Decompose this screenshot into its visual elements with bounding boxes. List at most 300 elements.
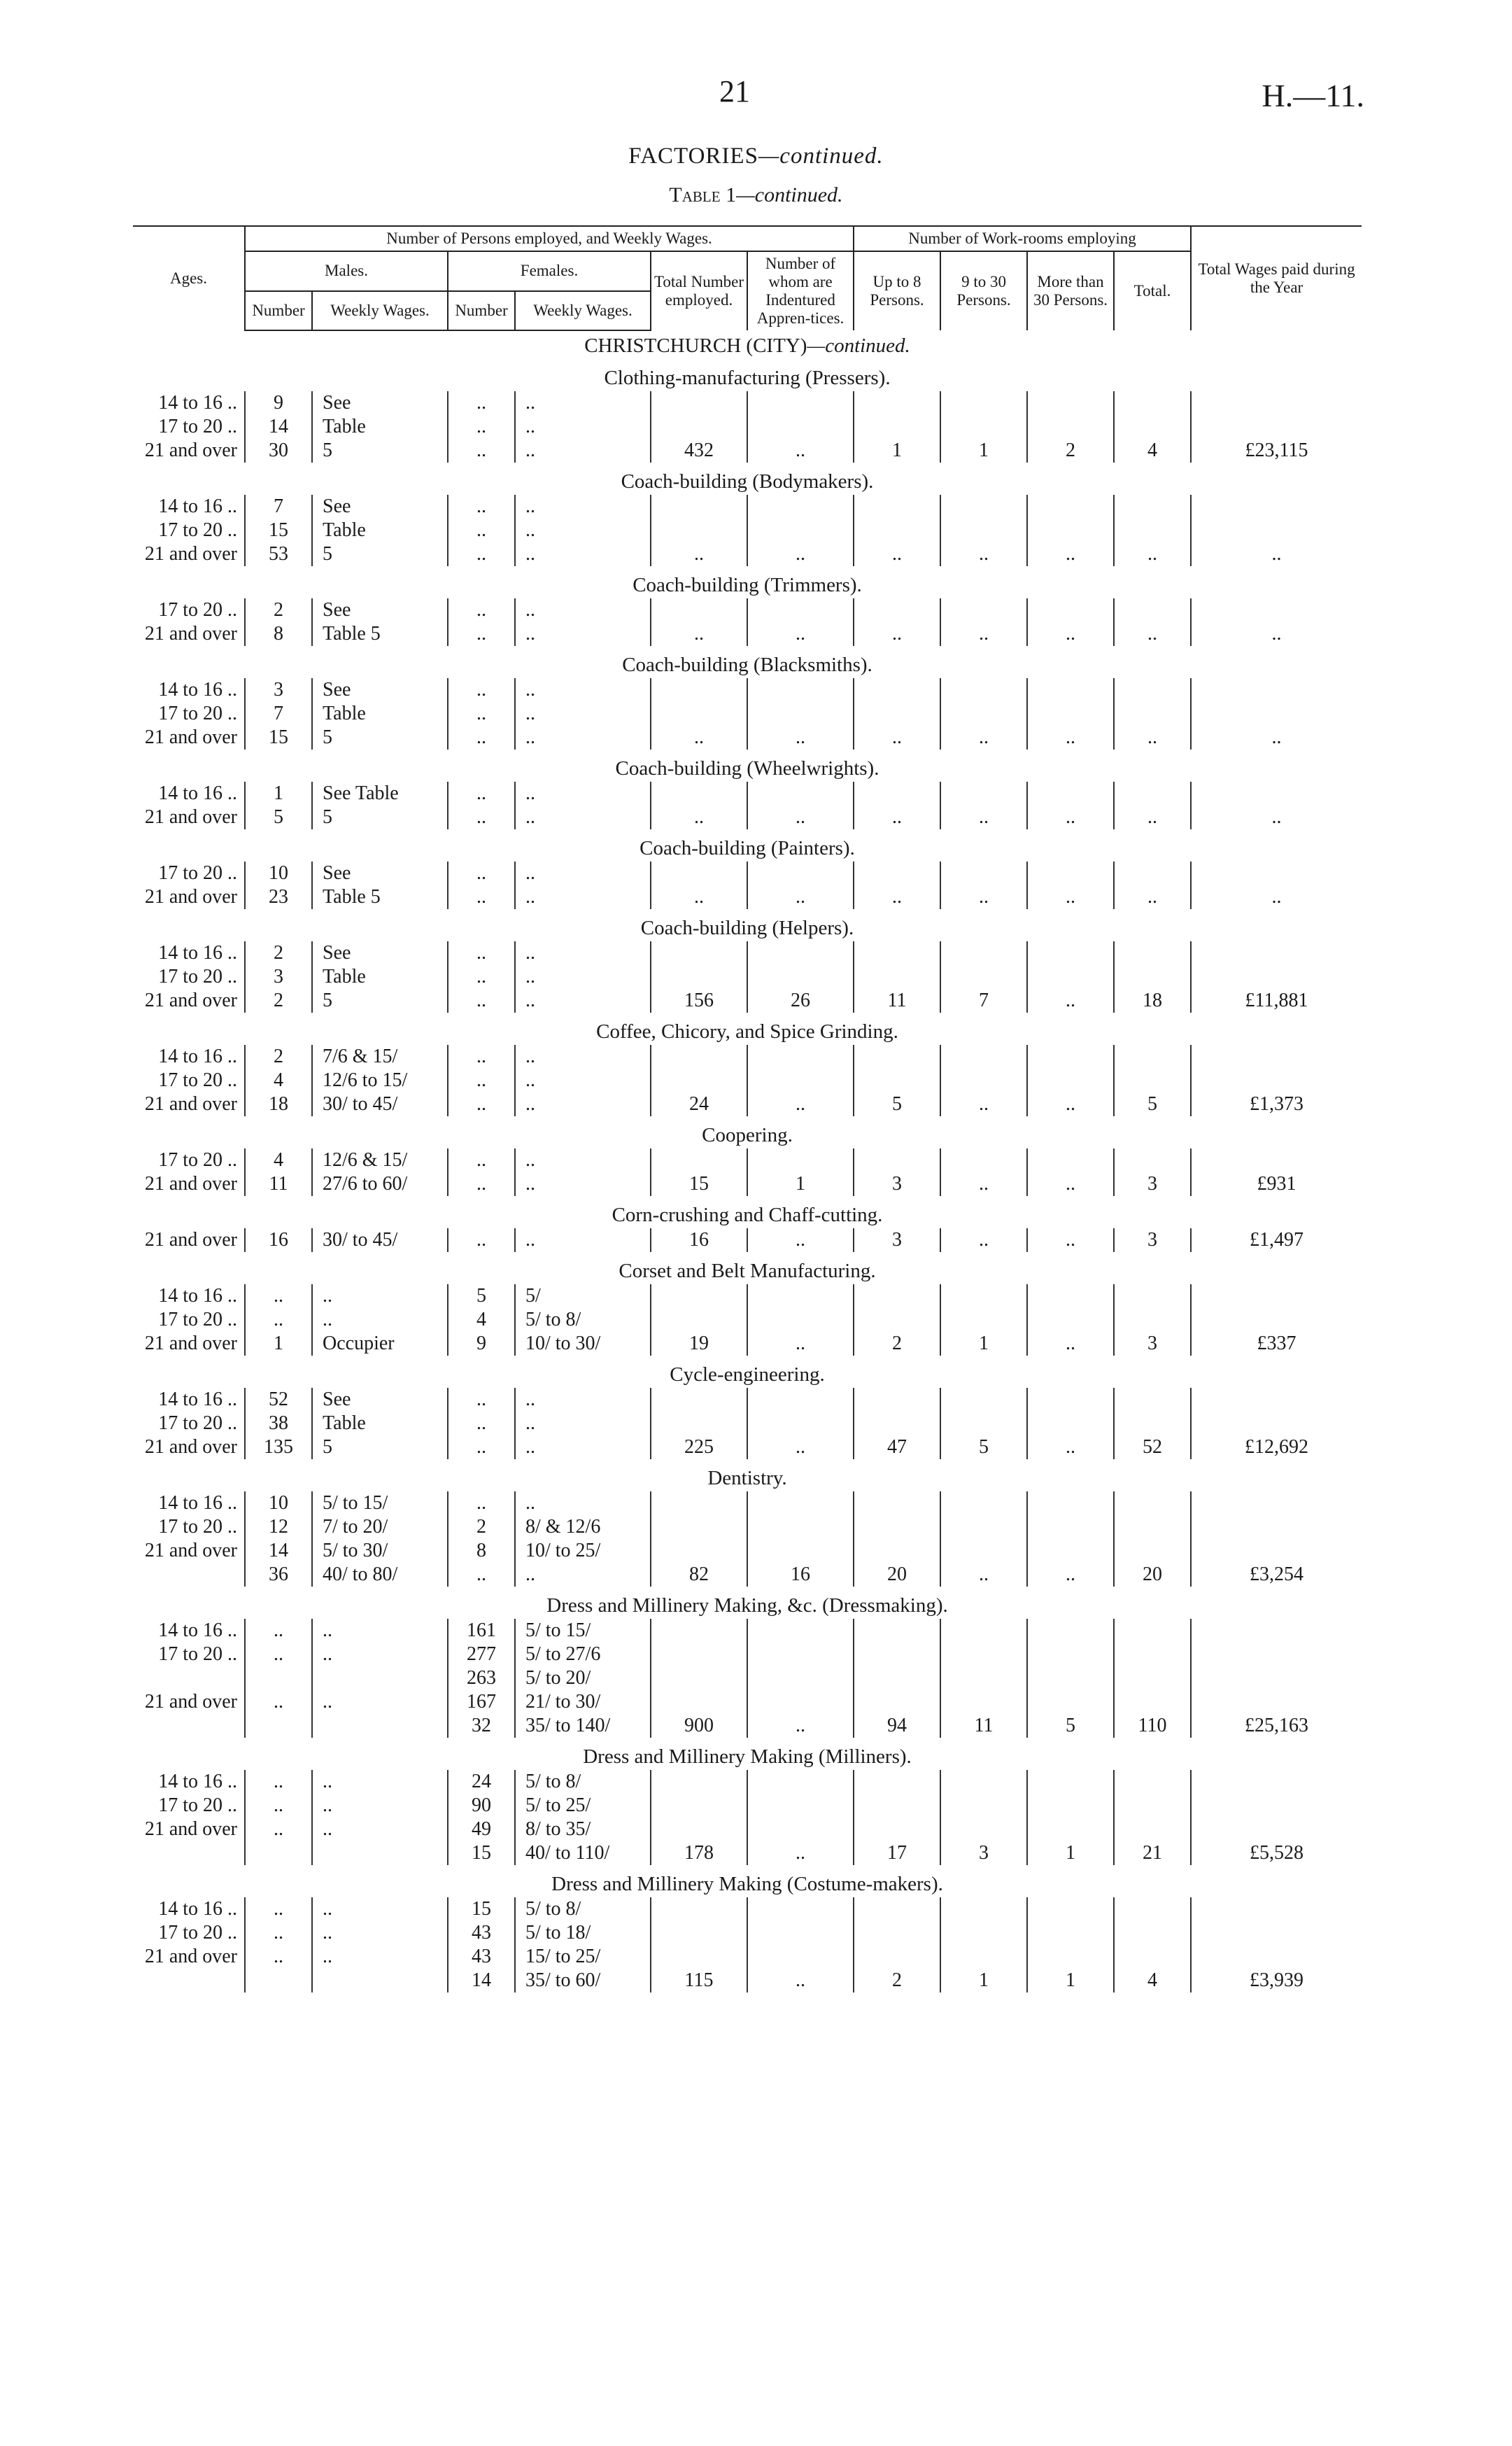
cell-workrooms-total: 4 [1114, 439, 1191, 463]
cell-males-wages: 5 [312, 1435, 448, 1459]
cell-total-wages [1191, 1921, 1362, 1945]
cell-males-wages: 5/ to 30/ [312, 1539, 448, 1563]
cell-9-to-30 [940, 1666, 1027, 1690]
table-row [133, 1563, 1362, 1587]
cell-females-wages: 5/ to 15/ [515, 1619, 651, 1643]
cell-up-to-8 [854, 1666, 940, 1690]
table-row [133, 1897, 1362, 1921]
cell-indentured: .. [747, 1841, 854, 1865]
cell-indentured [747, 1148, 854, 1172]
cell-up-to-8 [854, 678, 940, 702]
cell-females-number: 167 [448, 1690, 515, 1714]
section-heading-row [133, 1252, 1362, 1284]
cell-total-employed [651, 1412, 747, 1435]
cell-males-wages: 7/ to 20/ [312, 1515, 448, 1539]
cell-workrooms-total [1114, 782, 1191, 806]
cell-females-number: 49 [448, 1818, 515, 1841]
cell-males-number: 2 [245, 989, 312, 1013]
cell-workrooms-total: 18 [1114, 989, 1191, 1013]
cell-females-wages: 10/ to 25/ [515, 1539, 651, 1563]
cell-total-employed [651, 391, 747, 415]
cell-age: 21 and over [144, 1818, 237, 1840]
cell-up-to-8 [854, 415, 940, 439]
cell-age: 21 and over [144, 1173, 237, 1195]
col-9-to-30: 9 to 30 Persons. [940, 251, 1027, 330]
cell-males-number: .. [245, 1897, 312, 1921]
cell-up-to-8 [854, 1045, 940, 1069]
cell-females-number: .. [448, 439, 515, 463]
cell-total-wages: .. [1191, 622, 1362, 646]
cell-workrooms-total: .. [1114, 806, 1191, 829]
cell-males-wages: 30/ to 45/ [312, 1092, 448, 1116]
cell-workrooms-total: 4 [1114, 1969, 1191, 1992]
cell-up-to-8: .. [854, 885, 940, 909]
title-continued: —continued. [758, 143, 884, 169]
col-ages: Ages. [133, 226, 245, 330]
cell-males-number: 15 [245, 519, 312, 542]
cell-females-number: 161 [448, 1619, 515, 1643]
cell-workrooms-total [1114, 1388, 1191, 1412]
cell-total-wages [1191, 598, 1362, 622]
cell-up-to-8 [854, 1284, 940, 1308]
cell-females-wages: .. [515, 862, 651, 885]
table-row [133, 1332, 1362, 1356]
cell-9-to-30: .. [940, 806, 1027, 829]
cell-up-to-8: 5 [854, 1092, 940, 1116]
cell-females-wages: 10/ to 30/ [515, 1332, 651, 1356]
cell-workrooms-total [1114, 391, 1191, 415]
cell-males-wages: .. [312, 1770, 448, 1794]
region-continued: —continued. [807, 335, 910, 357]
cell-age: 17 to 20 .. [158, 1412, 237, 1434]
cell-males-wages: Table 5 [312, 885, 448, 909]
table-row [133, 1921, 1362, 1945]
cell-females-number: 24 [448, 1770, 515, 1794]
cell-indentured: .. [747, 806, 854, 829]
cell-more-than-30 [1027, 1284, 1114, 1308]
cell-workrooms-total: 20 [1114, 1563, 1191, 1587]
cell-up-to-8: 17 [854, 1841, 940, 1865]
table-row [133, 941, 1362, 965]
cell-females-number: .. [448, 862, 515, 885]
cell-males-number: .. [245, 1921, 312, 1945]
cell-females-wages: 5/ to 8/ [515, 1897, 651, 1921]
cell-females-wages: .. [515, 1045, 651, 1069]
cell-9-to-30: 5 [940, 1435, 1027, 1459]
col-total-employed: Total Number employed. [651, 251, 747, 330]
cell-9-to-30: 7 [940, 989, 1027, 1013]
cell-more-than-30 [1027, 1818, 1114, 1841]
col-males-wages: Weekly Wages. [312, 291, 448, 331]
section-title: Coach-building (Trimmers). [633, 574, 862, 596]
cell-males-number: 4 [245, 1069, 312, 1092]
cell-females-number: .. [448, 1412, 515, 1435]
cell-total-employed [651, 965, 747, 989]
cell-more-than-30: .. [1027, 1332, 1114, 1356]
cell-9-to-30 [940, 1897, 1027, 1921]
cell-indentured: .. [747, 726, 854, 750]
cell-age: 17 to 20 .. [158, 519, 237, 541]
cell-up-to-8: 2 [854, 1332, 940, 1356]
cell-total-wages: £1,373 [1191, 1092, 1362, 1116]
cell-females-number: .. [448, 806, 515, 829]
cell-indentured [747, 1770, 854, 1794]
table-row [133, 1045, 1362, 1069]
cell-up-to-8 [854, 1539, 940, 1563]
cell-males-wages: 27/6 to 60/ [312, 1172, 448, 1196]
cell-9-to-30 [940, 1069, 1027, 1092]
cell-total-wages [1191, 1619, 1362, 1643]
cell-total-wages [1191, 1515, 1362, 1539]
cell-9-to-30: 1 [940, 1332, 1027, 1356]
cell-up-to-8 [854, 1619, 940, 1643]
cell-up-to-8: .. [854, 622, 940, 646]
cell-9-to-30 [940, 1770, 1027, 1794]
cell-females-number: .. [448, 1563, 515, 1587]
cell-9-to-30 [940, 415, 1027, 439]
cell-females-number: .. [448, 941, 515, 965]
cell-workrooms-total [1114, 702, 1191, 726]
cell-age: 14 to 16 .. [158, 1285, 237, 1307]
cell-total-wages [1191, 1770, 1362, 1794]
cell-age: 17 to 20 .. [158, 1922, 237, 1944]
cell-indentured [747, 1515, 854, 1539]
cell-age [133, 1666, 245, 1690]
cell-9-to-30 [940, 678, 1027, 702]
cell-total-employed: 156 [651, 989, 747, 1013]
cell-9-to-30 [940, 782, 1027, 806]
cell-indentured [747, 1308, 854, 1332]
cell-total-employed [651, 1045, 747, 1069]
cell-total-employed [651, 1148, 747, 1172]
section-heading-row [133, 1013, 1362, 1045]
cell-age [133, 1714, 245, 1738]
cell-total-employed [651, 1491, 747, 1515]
section-heading-row [133, 1196, 1362, 1228]
cell-indentured [747, 1284, 854, 1308]
cell-more-than-30 [1027, 1666, 1114, 1690]
cell-males-number: 9 [245, 391, 312, 415]
table-row [133, 1412, 1362, 1435]
cell-females-wages: .. [515, 1563, 651, 1587]
cell-workrooms-total: 21 [1114, 1841, 1191, 1865]
cell-males-number: 8 [245, 622, 312, 646]
section-title: Dentistry. [707, 1467, 787, 1489]
cell-total-wages [1191, 1539, 1362, 1563]
cell-up-to-8 [854, 1148, 940, 1172]
cell-9-to-30: 11 [940, 1714, 1027, 1738]
cell-indentured [747, 1491, 854, 1515]
cell-males-wages: Table [312, 415, 448, 439]
cell-indentured: 1 [747, 1172, 854, 1196]
cell-females-number: .. [448, 598, 515, 622]
cell-total-employed: .. [651, 622, 747, 646]
cell-age: 21 and over [144, 440, 237, 461]
cell-more-than-30: .. [1027, 622, 1114, 646]
cell-total-wages [1191, 678, 1362, 702]
cell-females-number: .. [448, 678, 515, 702]
cell-up-to-8 [854, 1690, 940, 1714]
cell-females-number: 15 [448, 1841, 515, 1865]
cell-males-wages: 12/6 & 15/ [312, 1148, 448, 1172]
cell-age: 17 to 20 .. [158, 703, 237, 724]
cell-9-to-30 [940, 1539, 1027, 1563]
section-heading-row [133, 1587, 1362, 1619]
cell-workrooms-total: 110 [1114, 1714, 1191, 1738]
cell-total-employed [651, 1794, 747, 1818]
cell-workrooms-total [1114, 1539, 1191, 1563]
cell-total-wages [1191, 1491, 1362, 1515]
cell-males-wages: .. [312, 1690, 448, 1714]
cell-indentured [747, 1619, 854, 1643]
cell-up-to-8 [854, 598, 940, 622]
table-row [133, 965, 1362, 989]
cell-females-wages: .. [515, 885, 651, 909]
cell-females-number: 43 [448, 1945, 515, 1969]
cell-total-wages [1191, 1148, 1362, 1172]
cell-females-wages: 5/ to 8/ [515, 1308, 651, 1332]
cell-up-to-8 [854, 1515, 940, 1539]
cell-9-to-30 [940, 1284, 1027, 1308]
table-row [133, 542, 1362, 566]
cell-9-to-30: .. [940, 885, 1027, 909]
cell-females-number: .. [448, 1388, 515, 1412]
cell-more-than-30: .. [1027, 806, 1114, 829]
cell-age: 17 to 20 .. [158, 862, 237, 884]
cell-9-to-30 [940, 1921, 1027, 1945]
cell-more-than-30 [1027, 391, 1114, 415]
cell-up-to-8: 3 [854, 1172, 940, 1196]
cell-indentured [747, 415, 854, 439]
cell-males-number: 16 [245, 1228, 312, 1252]
section-title: Corset and Belt Manufacturing. [619, 1260, 876, 1282]
cell-total-employed [651, 678, 747, 702]
cell-indentured [747, 495, 854, 519]
cell-9-to-30: 1 [940, 439, 1027, 463]
cell-9-to-30 [940, 598, 1027, 622]
cell-more-than-30 [1027, 1794, 1114, 1818]
cell-age: 21 and over [144, 1229, 237, 1251]
cell-total-employed [651, 1643, 747, 1666]
cell-workrooms-total [1114, 1690, 1191, 1714]
cell-indentured [747, 1045, 854, 1069]
cell-9-to-30: .. [940, 726, 1027, 750]
cell-9-to-30 [940, 1045, 1027, 1069]
cell-total-employed [651, 1284, 747, 1308]
section-title: Clothing-manufacturing (Pressers). [604, 367, 891, 389]
cell-total-employed [651, 519, 747, 542]
cell-up-to-8 [854, 941, 940, 965]
cell-more-than-30: .. [1027, 1092, 1114, 1116]
cell-more-than-30 [1027, 495, 1114, 519]
cell-more-than-30: .. [1027, 726, 1114, 750]
cell-indentured: .. [747, 1714, 854, 1738]
cell-total-employed [651, 1388, 747, 1412]
cell-total-wages: .. [1191, 542, 1362, 566]
cell-total-employed: 24 [651, 1092, 747, 1116]
section-heading-row [133, 1865, 1362, 1897]
cell-total-employed [651, 1921, 747, 1945]
cell-age: 14 to 16 .. [158, 392, 237, 414]
cell-males-number: 3 [245, 678, 312, 702]
cell-indentured [747, 598, 854, 622]
cell-females-number: 14 [448, 1969, 515, 1992]
cell-total-wages [1191, 1643, 1362, 1666]
cell-females-wages: 5/ to 27/6 [515, 1643, 651, 1666]
cell-age: 14 to 16 .. [158, 1898, 237, 1920]
cell-workrooms-total: 5 [1114, 1092, 1191, 1116]
cell-workrooms-total [1114, 1515, 1191, 1539]
cell-age [133, 1969, 245, 1992]
cell-females-wages: 21/ to 30/ [515, 1690, 651, 1714]
cell-females-number: .. [448, 726, 515, 750]
cell-indentured: .. [747, 439, 854, 463]
cell-males-wages: .. [312, 1284, 448, 1308]
cell-age: 17 to 20 .. [158, 599, 237, 621]
col-females-number: Number [448, 291, 515, 331]
cell-females-wages: 8/ & 12/6 [515, 1515, 651, 1539]
cell-workrooms-total: .. [1114, 542, 1191, 566]
cell-total-wages [1191, 1412, 1362, 1435]
cell-up-to-8 [854, 1921, 940, 1945]
cell-age [133, 1563, 245, 1587]
cell-males-number: 14 [245, 415, 312, 439]
cell-total-employed: .. [651, 885, 747, 909]
cell-males-wages [312, 1714, 448, 1738]
region-heading [133, 330, 1362, 359]
cell-females-number: 5 [448, 1284, 515, 1308]
cell-females-wages: .. [515, 622, 651, 646]
cell-indentured: 26 [747, 989, 854, 1013]
cell-total-wages [1191, 941, 1362, 965]
cell-males-wages [312, 1969, 448, 1992]
cell-age: 21 and over [144, 1946, 237, 1967]
cell-males-wages: See Table [312, 782, 448, 806]
cell-more-than-30 [1027, 1045, 1114, 1069]
cell-workrooms-total [1114, 495, 1191, 519]
cell-males-wages: Table [312, 519, 448, 542]
cell-9-to-30 [940, 1794, 1027, 1818]
cell-males-number: 1 [245, 1332, 312, 1356]
cell-workrooms-total [1114, 1069, 1191, 1092]
cell-age: 17 to 20 .. [158, 1794, 237, 1816]
cell-total-wages [1191, 1045, 1362, 1069]
cell-total-wages [1191, 965, 1362, 989]
cell-9-to-30 [940, 1308, 1027, 1332]
cell-9-to-30 [940, 1818, 1027, 1841]
cell-females-number: .. [448, 415, 515, 439]
page-number: 21 [719, 74, 750, 108]
cell-total-wages [1191, 1690, 1362, 1714]
cell-9-to-30 [940, 702, 1027, 726]
cell-males-number: .. [245, 1643, 312, 1666]
cell-males-number: 15 [245, 726, 312, 750]
cell-females-wages: .. [515, 989, 651, 1013]
cell-more-than-30 [1027, 519, 1114, 542]
cell-total-wages [1191, 782, 1362, 806]
cell-9-to-30 [940, 1388, 1027, 1412]
cell-workrooms-total [1114, 519, 1191, 542]
section-title: Coach-building (Bodymakers). [621, 470, 874, 493]
cell-females-wages: .. [515, 1388, 651, 1412]
cell-more-than-30: 1 [1027, 1969, 1114, 1992]
cell-up-to-8 [854, 1643, 940, 1666]
cell-total-employed [651, 1308, 747, 1332]
cell-indentured [747, 1818, 854, 1841]
cell-more-than-30 [1027, 1515, 1114, 1539]
cell-females-wages: .. [515, 1172, 651, 1196]
cell-total-employed: 19 [651, 1332, 747, 1356]
cell-total-wages: £23,115 [1191, 439, 1362, 463]
cell-males-number: .. [245, 1818, 312, 1841]
cell-up-to-8 [854, 391, 940, 415]
cell-females-wages: 8/ to 35/ [515, 1818, 651, 1841]
cell-total-employed [651, 1818, 747, 1841]
col-more-than-30: More than 30 Persons. [1027, 251, 1114, 330]
cell-more-than-30 [1027, 678, 1114, 702]
factories-table [133, 225, 1362, 1992]
table-row [133, 678, 1362, 702]
table-row [133, 1515, 1362, 1539]
cell-females-wages: .. [515, 542, 651, 566]
document-title [0, 143, 1512, 169]
table-row [133, 1539, 1362, 1563]
col-males: Males. [245, 251, 448, 291]
table-row [133, 1148, 1362, 1172]
cell-total-employed: 16 [651, 1228, 747, 1252]
cell-workrooms-total: .. [1114, 622, 1191, 646]
cell-up-to-8: 47 [854, 1435, 940, 1459]
cell-age: 17 to 20 .. [158, 1643, 237, 1665]
cell-total-wages [1191, 1897, 1362, 1921]
cell-up-to-8 [854, 1069, 940, 1092]
cell-workrooms-total [1114, 415, 1191, 439]
cell-age: 14 to 16 .. [158, 1619, 237, 1641]
cell-age: 17 to 20 .. [158, 1516, 237, 1538]
cell-males-number: .. [245, 1690, 312, 1714]
cell-females-wages: 5/ to 25/ [515, 1794, 651, 1818]
cell-females-number: .. [448, 965, 515, 989]
cell-indentured [747, 1539, 854, 1563]
cell-total-wages: £3,254 [1191, 1563, 1362, 1587]
table-row [133, 1435, 1362, 1459]
cell-females-wages: .. [515, 726, 651, 750]
cell-up-to-8: 94 [854, 1714, 940, 1738]
cell-indentured [747, 1643, 854, 1666]
cell-up-to-8 [854, 519, 940, 542]
section-title: Coach-building (Helpers). [640, 917, 854, 939]
cell-total-employed [651, 1515, 747, 1539]
cell-males-number: 10 [245, 862, 312, 885]
table-row [133, 1770, 1362, 1794]
section-heading-row [133, 829, 1362, 862]
cell-indentured [747, 391, 854, 415]
cell-males-number: .. [245, 1308, 312, 1332]
cell-females-number: 4 [448, 1308, 515, 1332]
cell-males-number [245, 1666, 312, 1690]
table-row [133, 622, 1362, 646]
section-title: Dress and Millinery Making, &c. (Dressmaking). [546, 1594, 948, 1617]
cell-females-number: .. [448, 622, 515, 646]
cell-9-to-30 [940, 965, 1027, 989]
table-row [133, 1643, 1362, 1666]
cell-total-employed [651, 598, 747, 622]
cell-workrooms-total [1114, 1491, 1191, 1515]
cell-males-number: 4 [245, 1148, 312, 1172]
cell-more-than-30 [1027, 782, 1114, 806]
section-title: Coach-building (Painters). [640, 837, 855, 859]
cell-indentured [747, 1794, 854, 1818]
